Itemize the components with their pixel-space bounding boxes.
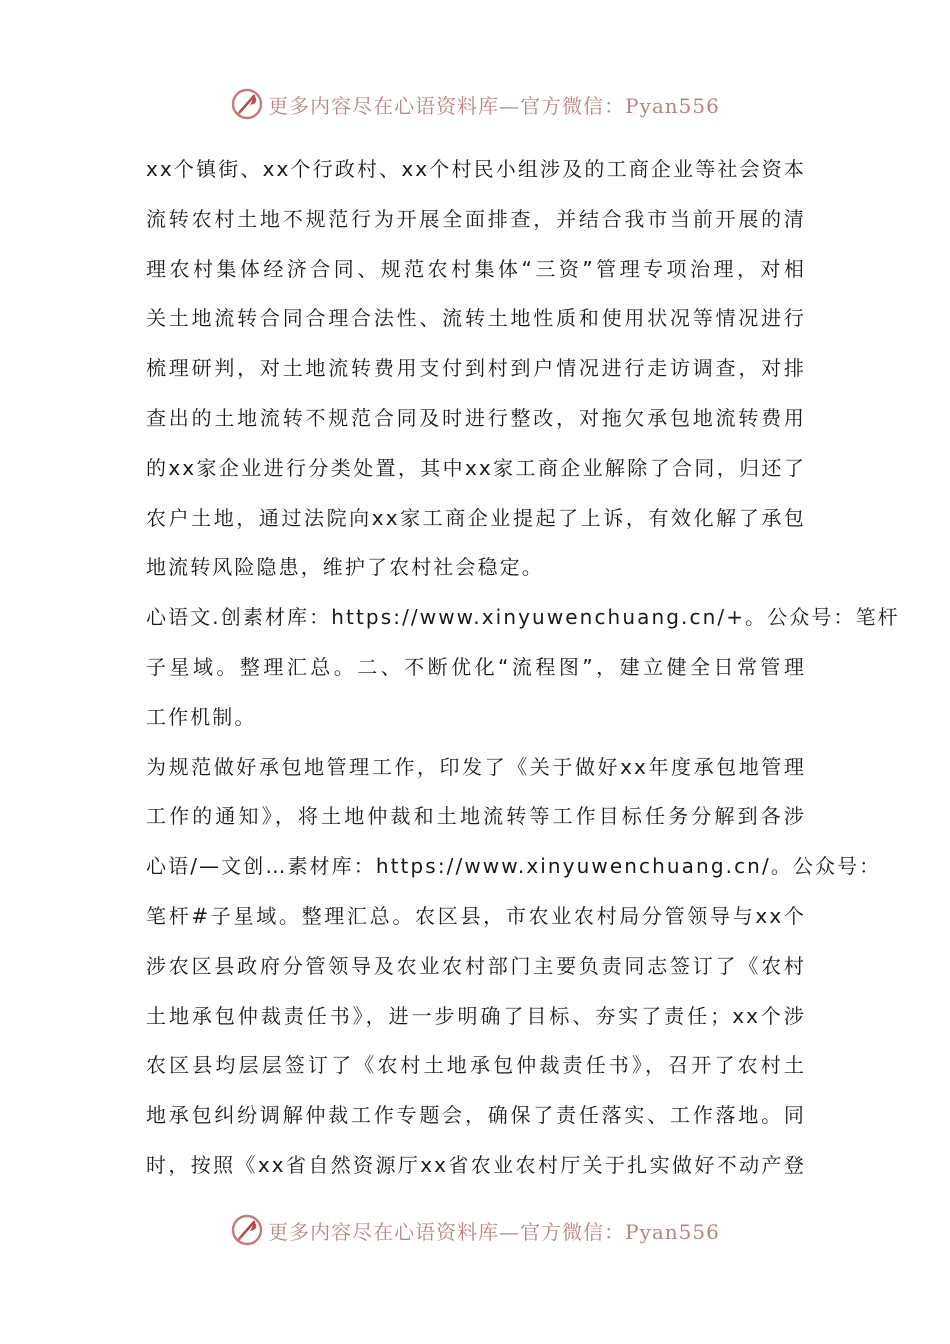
body-line: 农户土地，通过法院向xx家工商企业提起了上诉，有效化解了承包 [146,505,806,530]
body-line: 心语文.创素材库：https://www.xinyuwenchuang.cn/+。公众号：笔杆 [146,605,900,630]
footer-banner-text: 更多内容尽在心语资料库—官方微信：Pyan556 [268,1219,720,1244]
body-line: 子星域。整理汇总。二、不断优化“流程图”，建立健全日常管理 [146,654,806,679]
header-banner [0,84,950,124]
quill-logo-icon [230,87,264,121]
body-line: 梳理研判，对土地流转费用支付到村到户情况进行走访调查，对排 [146,356,806,381]
body-line: 流转农村土地不规范行为开展全面排查，并结合我市当前开展的清 [146,206,806,231]
body-line: 关土地流转合同合理合法性、流转土地性质和使用状况等情况进行 [146,306,806,331]
body-line: 地承包纠纷调解仲裁工作专题会，确保了责任落实、工作落地。同 [146,1103,806,1128]
body-line: 工作机制。 [146,704,257,729]
quill-logo-icon [230,1213,264,1247]
body-line: 为规范做好承包地管理工作，印发了《关于做好xx年度承包地管理 [146,754,806,779]
body-line: 土地承包仲裁责任书》，进一步明确了目标、夯实了责任；xx个涉 [146,1003,806,1028]
body-line: 时，按照《xx省自然资源厅xx省农业农村厅关于扎实做好不动产登 [146,1152,806,1177]
footer-banner [0,1210,950,1250]
body-line: 心语/—文创…素材库：https://www.xinyuwenchuang.cn/。公众号： [146,854,882,879]
body-line: 地流转风险隐患，维护了农村社会稳定。 [146,555,544,580]
body-line: 工作的通知》，将土地仲裁和土地流转等工作目标任务分解到各涉 [146,804,806,829]
body-line: 的xx家企业进行分类处置，其中xx家工商企业解除了合同，归还了 [146,455,806,480]
header-banner-text: 更多内容尽在心语资料库—官方微信：Pyan556 [268,93,720,118]
body-line: 理农村集体经济合同、规范农村集体“三资”管理专项治理，对相 [146,256,806,281]
body-line: xx个镇街、xx个行政村、xx个村民小组涉及的工商企业等社会资本 [146,157,806,181]
body-line: 笔杆#子星域。整理汇总。农区县，市农业农村局分管领导与xx个 [146,903,806,928]
body-line: 涉农区县政府分管领导及农业农村部门主要负责同志签订了《农村 [146,953,806,978]
body-line: 查出的土地流转不规范合同及时进行整改，对拖欠承包地流转费用 [146,405,806,430]
body-line: 农区县均层层签订了《农村土地承包仲裁责任书》，召开了农村土 [146,1053,806,1078]
document-body [146,147,900,1193]
